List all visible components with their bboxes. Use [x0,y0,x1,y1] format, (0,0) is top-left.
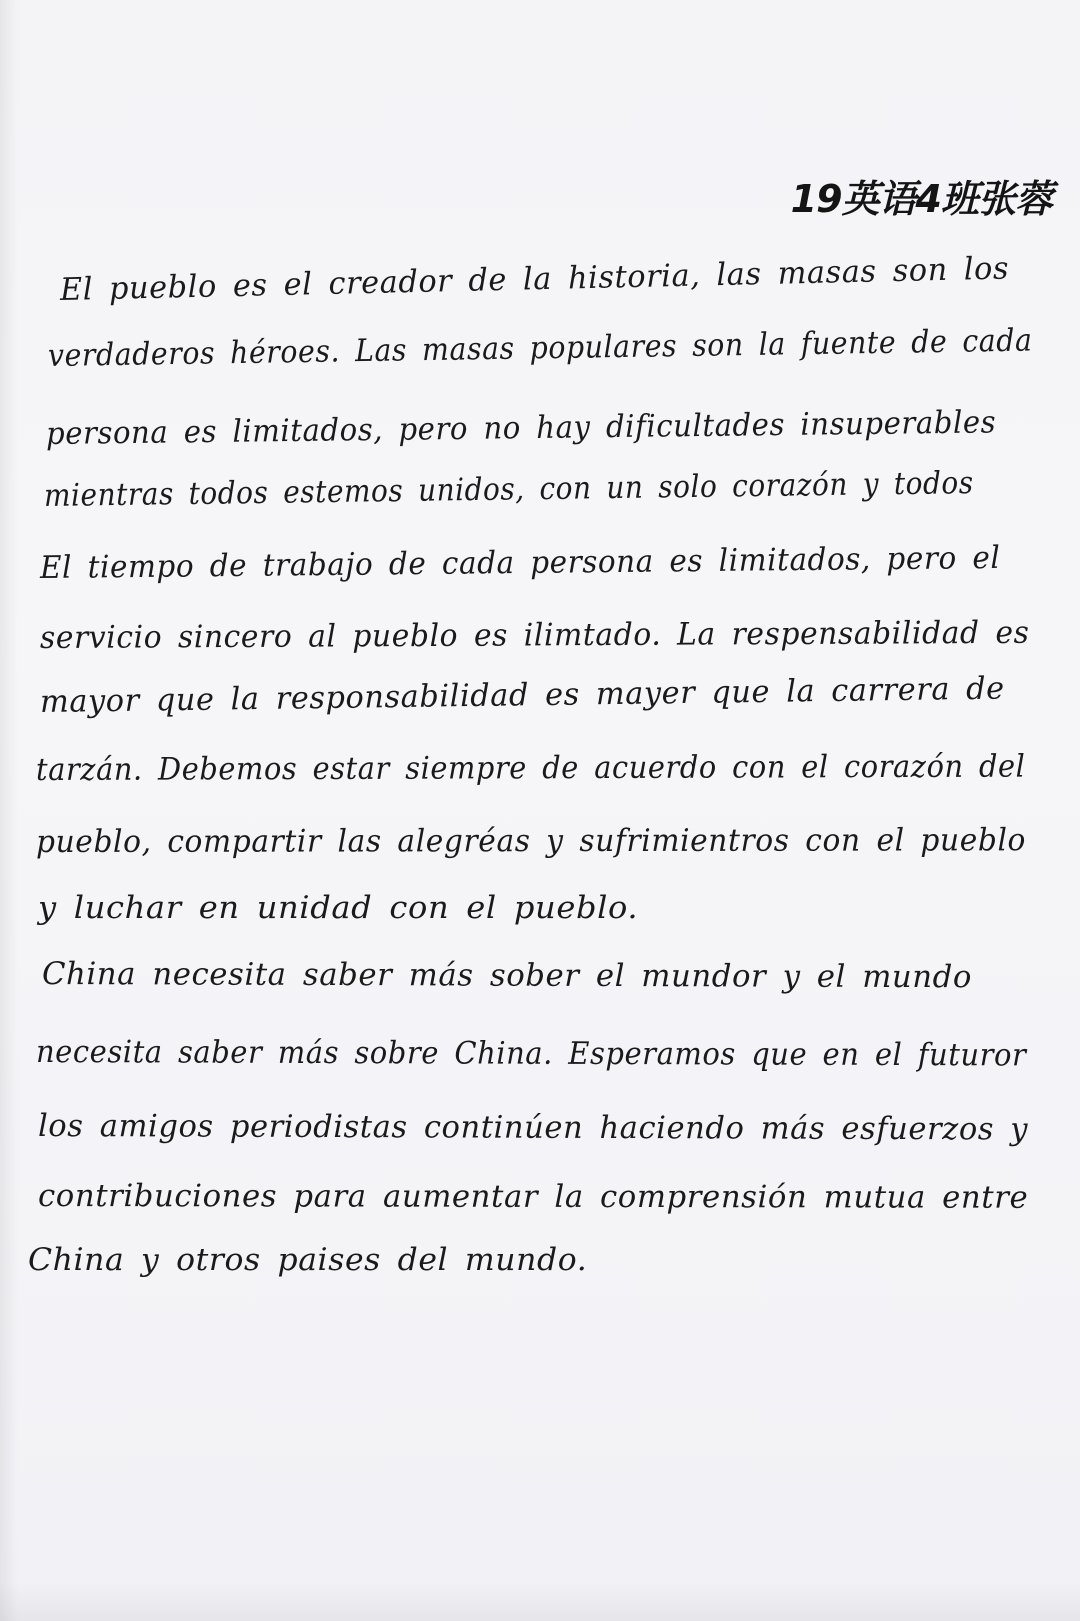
letter-line: mayor que la responsabilidad es mayer que la carrera de [39,670,1005,720]
letter-line: El pueblo es el creador de la historia, las masas son los [59,250,1010,308]
letter-line: El tiempo de trabajo de cada persona es limitados, pero el [39,539,1001,586]
author-class-label: 19英语4班张蓉 [790,177,1052,221]
letter-line: y luchar en unidad con el pueblo. [38,890,639,926]
letter-line: verdaderos héroes. Las masas populares son la fuente de cada [47,322,1033,374]
letter-line: contribuciones para aumentar la comprensión mutua entre [37,1178,1029,1216]
letter-line: China y otros paises del mundo. [28,1242,588,1278]
letter-line: mientras todos estemos unidos, con un solo corazón y todos [43,465,974,514]
letter-line: necesita saber más sobre China. Esperamos que en el futuror [35,1034,1027,1074]
letter-line: tarzán. Debemos estar siempre de acuerdo con el corazón del [35,748,1026,788]
letter-line: persona es limitados, pero no hay dificultades insuperables [45,404,997,452]
letter-line: pueblo, compartir las alegréas y sufrimientros con el pueblo [35,822,1026,860]
letter-line: servicio sincero al pueblo es ilimtado. La respensabilidad es [39,614,1030,656]
letter-line: los amigos periodistas continúen haciendo más esfuerzos y [37,1108,1029,1148]
letter-line: China necesita saber más sober el mundor y el mundo [41,956,973,996]
